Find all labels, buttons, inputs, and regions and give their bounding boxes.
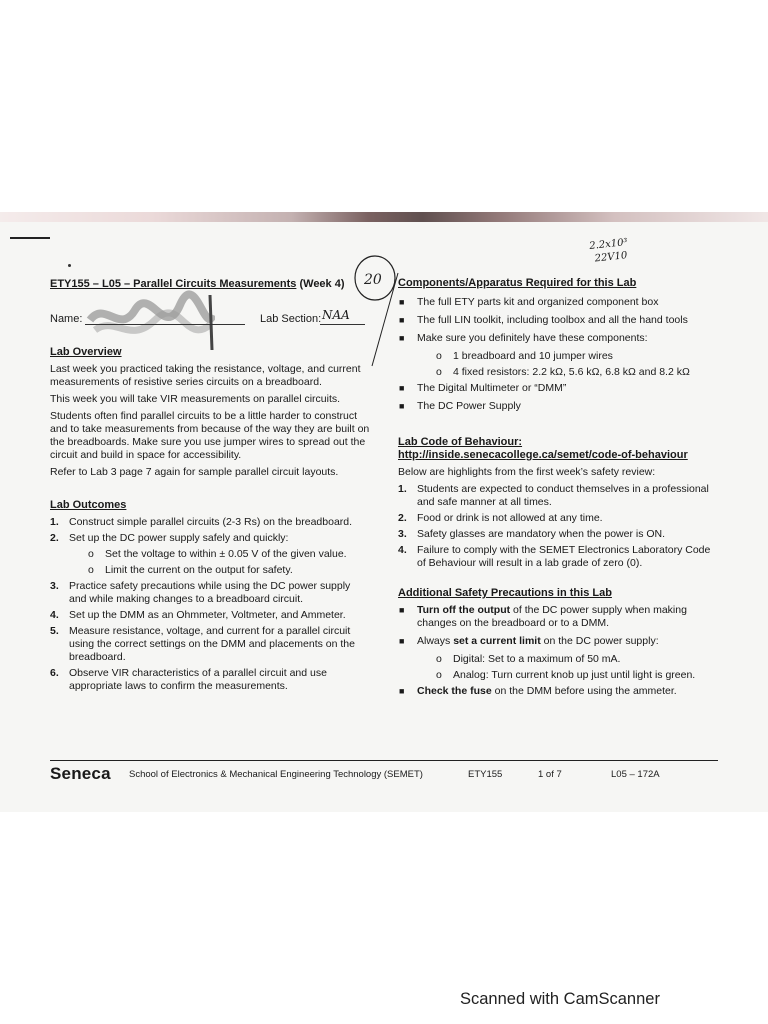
list-item: ■ The Digital Multimeter or “DMM” <box>399 382 567 394</box>
list-item: ■ Always set a current limit on the DC power supply: <box>399 635 659 647</box>
overview-paragraph: Students often find parallel circuits to be a little harder to construct and to take measurements from because of the way they are built on the breadboards. Make sure you use jumper wires to spread out the circuit and build in space for accessibility. <box>50 410 370 461</box>
safety-list <box>398 604 720 698</box>
behaviour-intro: Below are highlights from the first week’s safety review: <box>398 466 656 478</box>
list-item: 1. Students are expected to conduct themselves in a professional and safe manner at all times. <box>398 483 709 508</box>
safety-heading: Additional Safety Precautions in this Lab <box>398 587 612 599</box>
list-item: 1. Construct simple parallel circuits (2-3 Rs) on the breadboard. <box>50 516 353 528</box>
list-item: 2. Set up the DC power supply safely and quickly: <box>50 532 289 544</box>
sub-list-item: o Limit the current on the output for safety. <box>88 564 293 576</box>
behaviour-heading: Lab Code of Behaviour: <box>398 436 523 448</box>
margin-dot-mark <box>68 264 71 267</box>
components-heading: Components/Apparatus Required for this Lab <box>398 277 637 289</box>
sub-list-item: o Analog: Turn current knob up just until light is green. <box>436 669 696 681</box>
grade-handwritten: 20 <box>364 272 382 288</box>
footer-rule <box>50 760 718 761</box>
footer-course: ETY155 <box>468 769 503 780</box>
lab-section-line <box>320 324 365 325</box>
overview-paragraph: This week you will take VIR measurements on parallel circuits. <box>50 393 341 405</box>
list-item: 3. Safety glasses are mandatory when the power is ON. <box>398 528 666 540</box>
margin-dash-mark <box>10 237 50 239</box>
list-item: ■ Check the fuse on the DMM before using the ammeter. <box>399 685 677 697</box>
list-item: ■ The full LIN toolkit, including toolbox and all the hand tools <box>399 314 688 326</box>
list-item: 2. Food or drink is not allowed at any time. <box>398 512 603 524</box>
left-column <box>50 278 370 696</box>
sub-list-item: o 4 fixed resistors: 2.2 kΩ, 5.6 kΩ, 6.8 kΩ and 8.2 kΩ <box>436 366 690 378</box>
list-item: 3. Practice safety precautions while using the DC power supply and while making changes to a breadboard circuit. <box>50 580 351 605</box>
lab-outcomes-heading: Lab Outcomes <box>50 499 127 511</box>
outcomes-list <box>50 516 370 693</box>
footer-doc-code: L05 – 172A <box>611 769 660 780</box>
footer-school: School of Electronics & Mechanical Engineering Technology (SEMET) <box>129 769 423 780</box>
list-item: 6. Observe VIR characteristics of a parallel circuit and use appropriate laws to confirm the measurements. <box>50 667 327 692</box>
sub-list-item: o Digital: Set to a maximum of 50 mA. <box>436 653 621 665</box>
name-label: Name: <box>50 313 83 325</box>
list-item: 4. Set up the DMM as an Ohmmeter, Voltmeter, and Ammeter. <box>50 609 346 621</box>
sub-list-item: o 1 breadboard and 10 jumper wires <box>436 350 613 362</box>
name-row <box>50 308 370 331</box>
top-handwritten-annotation: 2.2x10³ 22V10 <box>588 237 629 265</box>
lab-title: ETY155 – L05 – Parallel Circuits Measurements (Week 4) <box>50 278 345 290</box>
overview-paragraph: Last week you practiced taking the resistance, voltage, and current measurements of resistive series circuits on a breadboard. <box>50 363 361 388</box>
camscanner-watermark: Scanned with CamScanner <box>460 990 660 1008</box>
list-item: ■ The DC Power Supply <box>399 400 521 412</box>
list-item: 4. Failure to comply with the SEMET Electronics Laboratory Code of Behaviour will result in a lab grade of zero (0). <box>398 544 711 569</box>
list-item: ■ Turn off the output of the DC power supply when making changes on the breadboard or to a DMM. <box>399 604 687 629</box>
sub-list-item: o Set the voltage to within ± 0.05 V of the given value. <box>88 548 347 560</box>
page-tear-edge <box>0 212 768 222</box>
lab-overview-heading: Lab Overview <box>50 346 122 358</box>
list-item: 5. Measure resistance, voltage, and current for a parallel circuit using the correct settings on the DMM and placements on the breadboard. <box>50 625 355 663</box>
page-footer <box>50 764 718 786</box>
behaviour-list <box>398 483 720 570</box>
seneca-logo: Seneca <box>50 764 111 783</box>
overview-paragraph: Refer to Lab 3 page 7 again for sample parallel circuit layouts. <box>50 466 339 478</box>
footer-page-number: 1 of 7 <box>538 769 562 780</box>
right-column <box>398 277 720 703</box>
list-item: ■ Make sure you definitely have these components: <box>399 332 648 344</box>
behaviour-link[interactable]: http://inside.senecacollege.ca/semet/code-of-behaviour <box>398 449 688 461</box>
lab-section-label: Lab Section: <box>260 313 322 325</box>
lab-section-handwritten: NAA <box>322 308 350 322</box>
components-list <box>398 296 720 413</box>
name-line <box>85 324 245 325</box>
list-item: ■ The full ETY parts kit and organized component box <box>399 296 659 308</box>
